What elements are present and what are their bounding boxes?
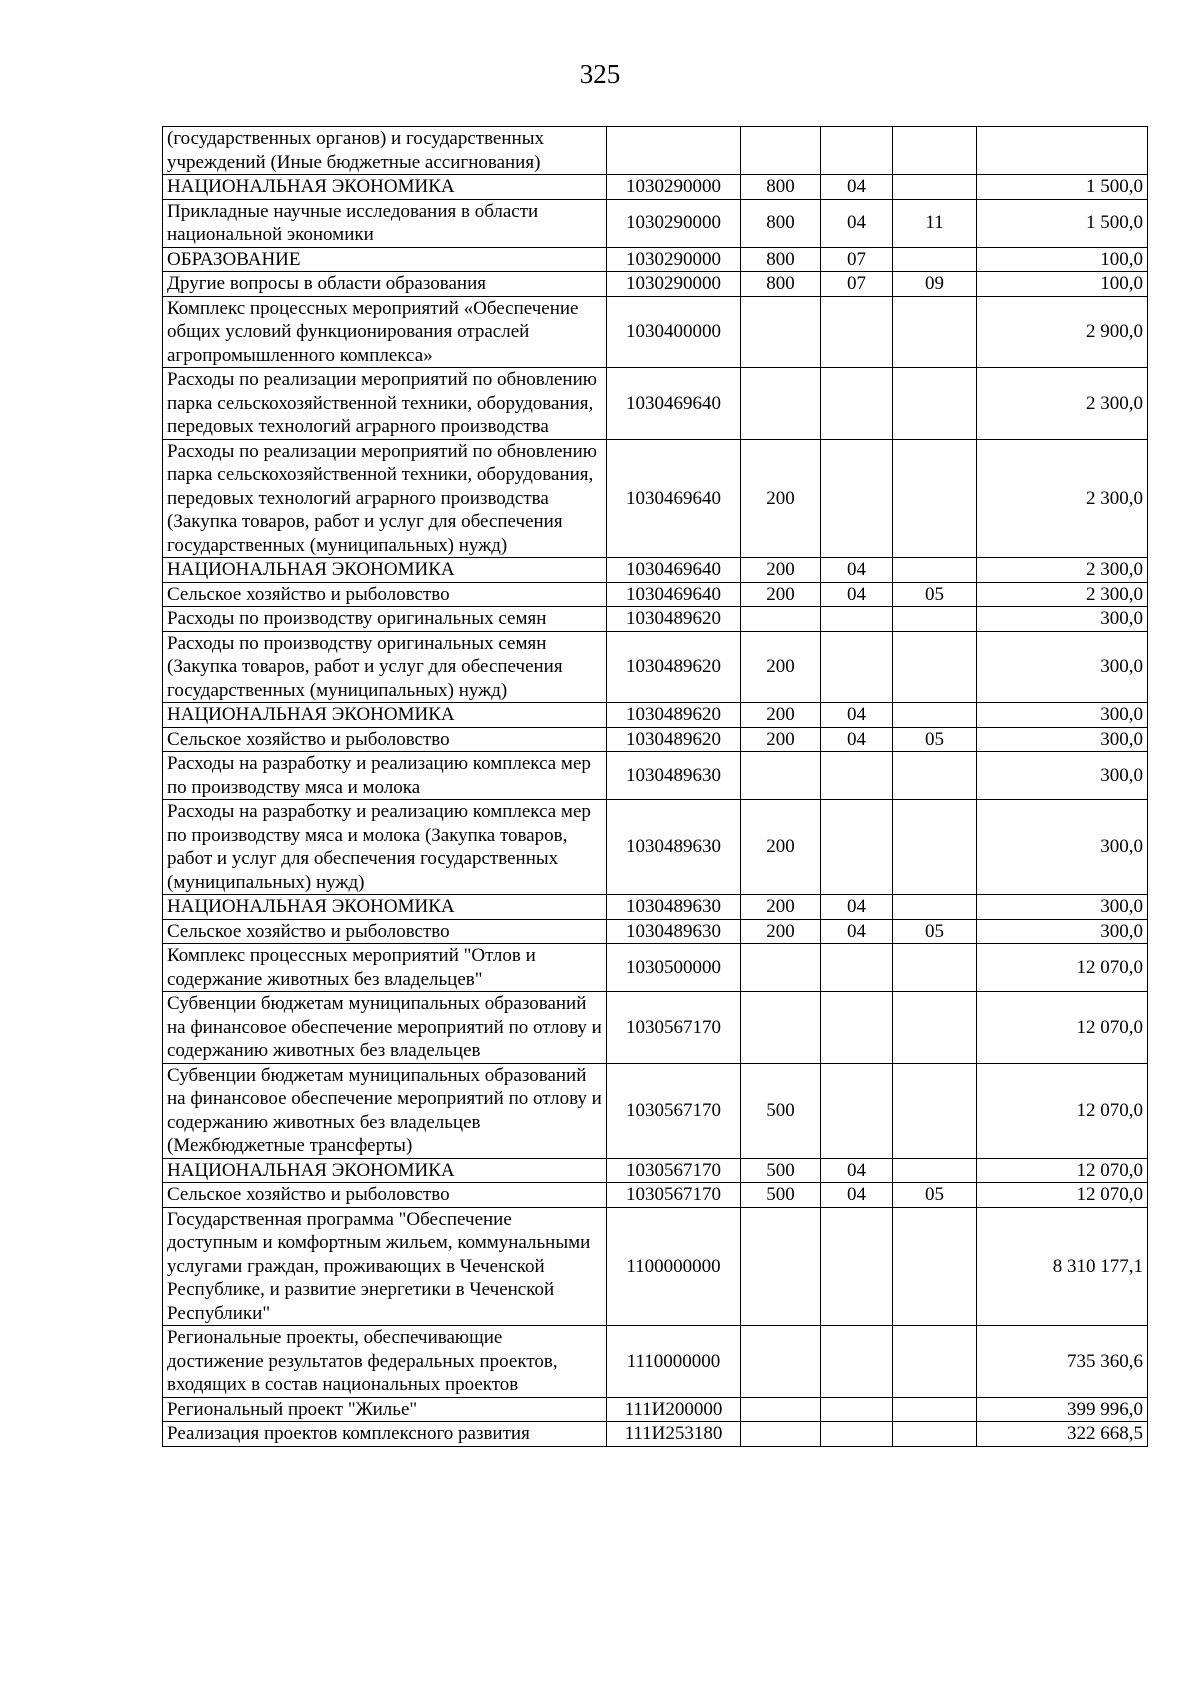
expense-type-cell [741, 607, 821, 632]
row-name-cell: НАЦИОНАЛЬНАЯ ЭКОНОМИКА [163, 175, 607, 200]
table-row [163, 800, 1148, 895]
subsection-cell: 11 [893, 199, 977, 247]
target-code-cell: 1030567170 [607, 992, 741, 1064]
target-code-cell: 1030469640 [607, 368, 741, 440]
amount-cell: 100,0 [977, 247, 1148, 272]
table-row [163, 703, 1148, 728]
amount-cell: 2 300,0 [977, 582, 1148, 607]
subsection-cell [893, 368, 977, 440]
expense-type-cell: 800 [741, 272, 821, 297]
table-row [163, 919, 1148, 944]
subsection-cell [893, 752, 977, 800]
target-code-cell: 1030290000 [607, 272, 741, 297]
table-row [163, 992, 1148, 1064]
target-code-cell: 1030567170 [607, 1158, 741, 1183]
amount-cell: 1 500,0 [977, 199, 1148, 247]
expense-type-cell [741, 127, 821, 175]
amount-cell: 100,0 [977, 272, 1148, 297]
expense-type-cell: 500 [741, 1158, 821, 1183]
expense-type-cell [741, 368, 821, 440]
amount-cell: 300,0 [977, 800, 1148, 895]
target-code-cell: 1030489620 [607, 631, 741, 703]
expense-type-cell: 200 [741, 800, 821, 895]
subsection-cell [893, 1326, 977, 1398]
row-name-cell: НАЦИОНАЛЬНАЯ ЭКОНОМИКА [163, 703, 607, 728]
table-row [163, 272, 1148, 297]
row-name-cell: Расходы по реализации мероприятий по обновлению парка сельскохозяйственной техники, оборудования, передовых технологий аграрного производства (Закупка товаров, работ и услуг для обеспечения государственных (муниципальных) нужд) [163, 439, 607, 558]
subsection-cell [893, 1422, 977, 1447]
table-row [163, 199, 1148, 247]
section-cell: 07 [821, 247, 893, 272]
expense-type-cell: 200 [741, 631, 821, 703]
amount-cell: 12 070,0 [977, 1183, 1148, 1208]
table-row [163, 1063, 1148, 1158]
section-cell: 04 [821, 727, 893, 752]
expense-type-cell [741, 1207, 821, 1326]
expense-type-cell: 200 [741, 895, 821, 920]
expense-type-cell [741, 944, 821, 992]
amount-cell: 300,0 [977, 607, 1148, 632]
table-row [163, 1207, 1148, 1326]
amount-cell: 300,0 [977, 703, 1148, 728]
section-cell: 04 [821, 558, 893, 583]
target-code-cell: 1030290000 [607, 199, 741, 247]
subsection-cell [893, 631, 977, 703]
expense-type-cell: 500 [741, 1183, 821, 1208]
amount-cell: 12 070,0 [977, 1158, 1148, 1183]
row-name-cell: Региональный проект "Жилье" [163, 1397, 607, 1422]
amount-cell: 300,0 [977, 895, 1148, 920]
row-name-cell: Сельское хозяйство и рыболовство [163, 1183, 607, 1208]
subsection-cell [893, 1063, 977, 1158]
expense-type-cell: 800 [741, 175, 821, 200]
amount-cell: 12 070,0 [977, 944, 1148, 992]
subsection-cell [893, 992, 977, 1064]
amount-cell: 2 900,0 [977, 296, 1148, 368]
table-row [163, 127, 1148, 175]
table-row [163, 631, 1148, 703]
amount-cell: 300,0 [977, 752, 1148, 800]
expense-type-cell [741, 992, 821, 1064]
expense-type-cell [741, 1422, 821, 1447]
subsection-cell: 05 [893, 1183, 977, 1208]
subsection-cell [893, 558, 977, 583]
table-row [163, 1326, 1148, 1398]
target-code-cell: 1030469640 [607, 439, 741, 558]
table-row [163, 558, 1148, 583]
budget-table [162, 126, 1148, 1447]
section-cell: 04 [821, 199, 893, 247]
section-cell: 04 [821, 1158, 893, 1183]
amount-cell: 300,0 [977, 631, 1148, 703]
table-row [163, 1158, 1148, 1183]
section-cell [821, 1063, 893, 1158]
target-code-cell: 1030290000 [607, 175, 741, 200]
amount-cell: 300,0 [977, 727, 1148, 752]
target-code-cell: 1030567170 [607, 1063, 741, 1158]
subsection-cell [893, 607, 977, 632]
row-name-cell: Расходы на разработку и реализацию комплекса мер по производству мяса и молока (Закупка товаров, работ и услуг для обеспечения государственных (муниципальных) нужд) [163, 800, 607, 895]
table-row [163, 607, 1148, 632]
amount-cell: 735 360,6 [977, 1326, 1148, 1398]
table-row [163, 439, 1148, 558]
subsection-cell [893, 296, 977, 368]
target-code-cell: 111И200000 [607, 1397, 741, 1422]
section-cell: 04 [821, 919, 893, 944]
expense-type-cell: 200 [741, 582, 821, 607]
row-name-cell: НАЦИОНАЛЬНАЯ ЭКОНОМИКА [163, 1158, 607, 1183]
section-cell [821, 127, 893, 175]
target-code-cell: 1030489630 [607, 752, 741, 800]
target-code-cell: 1030469640 [607, 558, 741, 583]
row-name-cell: Государственная программа "Обеспечение доступным и комфортным жильем, коммунальными услугами граждан, проживающих в Чеченской Республике, и развитие энергетики в Чеченской Республики" [163, 1207, 607, 1326]
row-name-cell: (государственных органов) и государственных учреждений (Иные бюджетные ассигнования) [163, 127, 607, 175]
section-cell [821, 944, 893, 992]
table-row [163, 247, 1148, 272]
section-cell [821, 631, 893, 703]
section-cell [821, 1207, 893, 1326]
table-row [163, 727, 1148, 752]
table-row [163, 1422, 1148, 1447]
target-code-cell [607, 127, 741, 175]
target-code-cell: 1030489620 [607, 607, 741, 632]
row-name-cell: НАЦИОНАЛЬНАЯ ЭКОНОМИКА [163, 895, 607, 920]
table-row [163, 296, 1148, 368]
table-row [163, 752, 1148, 800]
target-code-cell: 1030489630 [607, 895, 741, 920]
row-name-cell: Расходы по реализации мероприятий по обновлению парка сельскохозяйственной техники, оборудования, передовых технологий аграрного производства [163, 368, 607, 440]
subsection-cell [893, 247, 977, 272]
subsection-cell [893, 439, 977, 558]
row-name-cell: НАЦИОНАЛЬНАЯ ЭКОНОМИКА [163, 558, 607, 583]
amount-cell: 300,0 [977, 919, 1148, 944]
target-code-cell: 111И253180 [607, 1422, 741, 1447]
row-name-cell: Комплекс процессных мероприятий "Отлов и содержание животных без владельцев" [163, 944, 607, 992]
section-cell [821, 439, 893, 558]
subsection-cell: 05 [893, 582, 977, 607]
row-name-cell: Комплекс процессных мероприятий «Обеспечение общих условий функционирования отраслей агропромышленного комплекса» [163, 296, 607, 368]
section-cell [821, 1422, 893, 1447]
target-code-cell: 1030489620 [607, 703, 741, 728]
section-cell: 04 [821, 582, 893, 607]
amount-cell: 12 070,0 [977, 1063, 1148, 1158]
target-code-cell: 1030489620 [607, 727, 741, 752]
row-name-cell: Другие вопросы в области образования [163, 272, 607, 297]
section-cell [821, 296, 893, 368]
table-row [163, 175, 1148, 200]
section-cell [821, 607, 893, 632]
row-name-cell: Расходы по производству оригинальных семян [163, 607, 607, 632]
row-name-cell: ОБРАЗОВАНИЕ [163, 247, 607, 272]
target-code-cell: 1030500000 [607, 944, 741, 992]
budget-table-body [163, 127, 1148, 1447]
section-cell: 04 [821, 175, 893, 200]
expense-type-cell: 200 [741, 703, 821, 728]
expense-type-cell: 200 [741, 558, 821, 583]
section-cell: 04 [821, 895, 893, 920]
target-code-cell: 1030489630 [607, 800, 741, 895]
amount-cell: 2 300,0 [977, 558, 1148, 583]
row-name-cell: Субвенции бюджетам муниципальных образований на финансовое обеспечение мероприятий по отлову и содержанию животных без владельцев [163, 992, 607, 1064]
subsection-cell [893, 944, 977, 992]
expense-type-cell [741, 752, 821, 800]
expense-type-cell: 500 [741, 1063, 821, 1158]
subsection-cell: 09 [893, 272, 977, 297]
section-cell: 04 [821, 1183, 893, 1208]
section-cell [821, 1326, 893, 1398]
section-cell: 07 [821, 272, 893, 297]
table-row [163, 1397, 1148, 1422]
expense-type-cell: 800 [741, 199, 821, 247]
row-name-cell: Расходы на разработку и реализацию комплекса мер по производству мяса и молока [163, 752, 607, 800]
expense-type-cell [741, 1326, 821, 1398]
amount-cell: 1 500,0 [977, 175, 1148, 200]
amount-cell: 8 310 177,1 [977, 1207, 1148, 1326]
table-row [163, 895, 1148, 920]
target-code-cell: 1030469640 [607, 582, 741, 607]
amount-cell: 2 300,0 [977, 439, 1148, 558]
target-code-cell: 1030567170 [607, 1183, 741, 1208]
subsection-cell [893, 1397, 977, 1422]
section-cell [821, 992, 893, 1064]
target-code-cell: 1100000000 [607, 1207, 741, 1326]
row-name-cell: Региональные проекты, обеспечивающие достижение результатов федеральных проектов, входящих в состав национальных проектов [163, 1326, 607, 1398]
subsection-cell: 05 [893, 727, 977, 752]
subsection-cell: 05 [893, 919, 977, 944]
subsection-cell [893, 127, 977, 175]
amount-cell: 12 070,0 [977, 992, 1148, 1064]
row-name-cell: Субвенции бюджетам муниципальных образований на финансовое обеспечение мероприятий по отлову и содержанию животных без владельцев (Межбюджетные трансферты) [163, 1063, 607, 1158]
target-code-cell: 1110000000 [607, 1326, 741, 1398]
subsection-cell [893, 175, 977, 200]
subsection-cell [893, 895, 977, 920]
expense-type-cell [741, 1397, 821, 1422]
row-name-cell: Сельское хозяйство и рыболовство [163, 582, 607, 607]
subsection-cell [893, 1158, 977, 1183]
page-number: 325 [579, 59, 621, 89]
section-cell: 04 [821, 703, 893, 728]
table-row [163, 1183, 1148, 1208]
expense-type-cell [741, 296, 821, 368]
amount-cell: 399 996,0 [977, 1397, 1148, 1422]
subsection-cell [893, 800, 977, 895]
target-code-cell: 1030400000 [607, 296, 741, 368]
target-code-cell: 1030290000 [607, 247, 741, 272]
table-row [163, 582, 1148, 607]
subsection-cell [893, 703, 977, 728]
row-name-cell: Реализация проектов комплексного развития [163, 1422, 607, 1447]
section-cell [821, 800, 893, 895]
section-cell [821, 1397, 893, 1422]
row-name-cell: Сельское хозяйство и рыболовство [163, 919, 607, 944]
expense-type-cell: 200 [741, 919, 821, 944]
row-name-cell: Сельское хозяйство и рыболовство [163, 727, 607, 752]
expense-type-cell: 200 [741, 727, 821, 752]
expense-type-cell: 200 [741, 439, 821, 558]
amount-cell: 322 668,5 [977, 1422, 1148, 1447]
table-row [163, 944, 1148, 992]
expense-type-cell: 800 [741, 247, 821, 272]
row-name-cell: Прикладные научные исследования в области национальной экономики [163, 199, 607, 247]
amount-cell [977, 127, 1148, 175]
subsection-cell [893, 1207, 977, 1326]
table-row [163, 368, 1148, 440]
section-cell [821, 368, 893, 440]
amount-cell: 2 300,0 [977, 368, 1148, 440]
row-name-cell: Расходы по производству оригинальных семян (Закупка товаров, работ и услуг для обеспечения государственных (муниципальных) нужд) [163, 631, 607, 703]
section-cell [821, 752, 893, 800]
target-code-cell: 1030489630 [607, 919, 741, 944]
